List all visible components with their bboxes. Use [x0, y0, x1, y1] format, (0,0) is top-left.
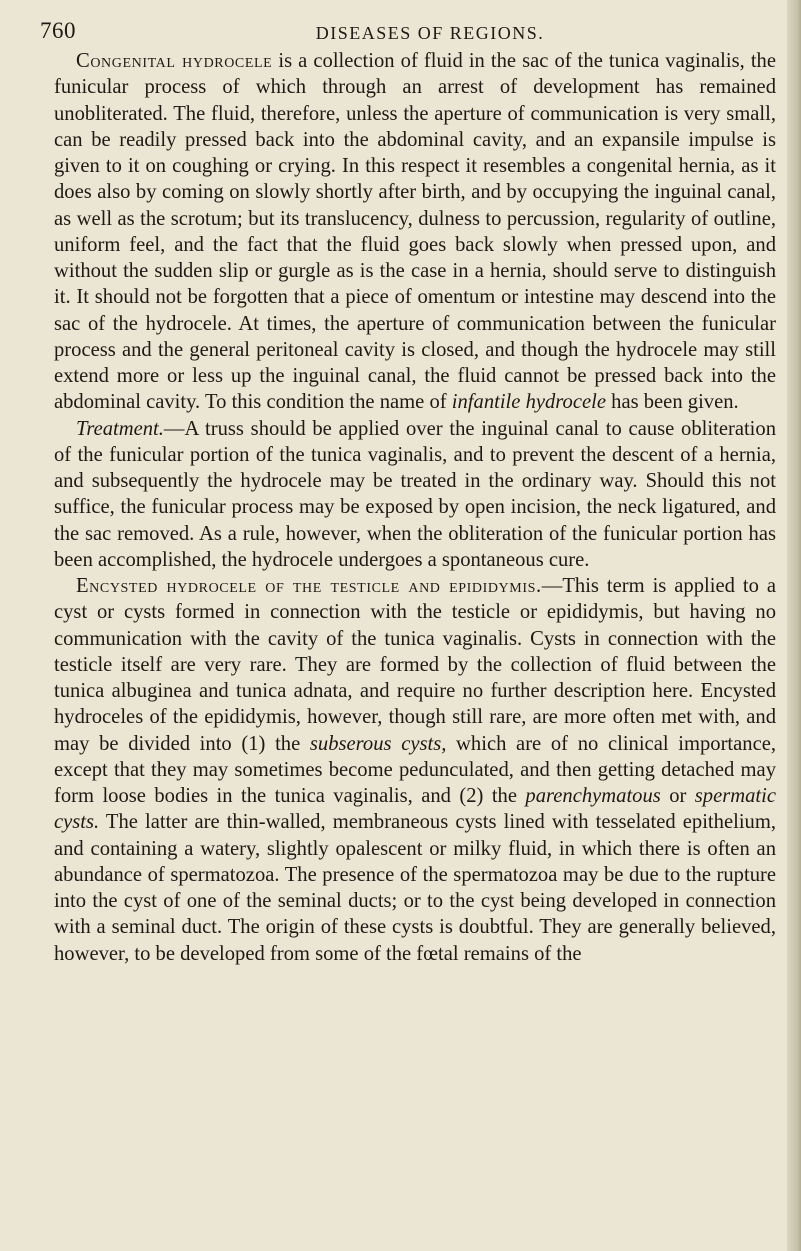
- section-heading-congenital-hydrocele: Congenital hydrocele: [76, 50, 273, 72]
- paragraph-text: —A truss should be applied over the inguinal canal to cause obliteration of the funicular portion of the tunica vaginalis, and to prevent the descent of a hernia, and subsequently the hydrocele may be treated in the ordinary way. Should this not suffice, the funicular process may be exposed by open incision, the neck ligatured, and the sac removed. As a rule, however, when the obliteration of the funicular portion has been accomplished, the hydrocele undergoes a spontaneous cure.: [54, 417, 776, 571]
- italic-term-subserous-cysts: subserous cysts,: [309, 732, 447, 755]
- paragraph-text: is a collection of fluid in the sac of the tunica vaginalis, the funicular process of which through an arrest of development has remained unobliterated. The fluid, therefore, unless the aperture of communication is very small, can be readily pressed back into the abdominal cavity, and an expansile impulse is given to it on coughing or crying. In this respect it resembles a congenital hernia, as it does also by coming on slowly shortly after birth, and by occupying the inguinal canal, as well as the scrotum; but its translucency, dulness to percussion, regularity of outline, uniform feel, and the fact that the fluid goes back slowly when pressed upon, and without the sudden slip or gurgle as is the case in a hernia, should serve to distinguish it. It should not be forgotten that a piece of omentum or intestine may descend into the sac of the hydrocele. At times, the aperture of communication between the funicular process and the general peritoneal cavity is closed, and though the hydrocele may still extend more or less up the inguinal canal, the fluid cannot be pressed back into the abdominal cavity. To this condition the name of: [54, 50, 776, 414]
- italic-term-spermatic-cysts: spermatic cysts.: [54, 785, 777, 834]
- italic-term-infantile-hydrocele: infantile hydrocele: [451, 391, 606, 414]
- section-heading-treatment: Treatment.: [76, 417, 164, 440]
- paragraph-congenital-hydrocele: [54, 48, 776, 416]
- page-edge-shadow: [787, 0, 801, 1251]
- text-body: [54, 48, 776, 967]
- paragraph-text: or: [660, 785, 695, 807]
- page-header: DISEASES OF REGIONS.: [315, 23, 545, 43]
- italic-term-parenchymatous: parenchymatous: [525, 785, 661, 807]
- section-heading-encysted-hydrocele: Encysted hydrocele of the testicle and epididymis.: [76, 575, 542, 597]
- page-number: 760: [40, 18, 76, 43]
- paragraph-treatment: [54, 416, 776, 574]
- paragraph-text: —This term is applied to a cyst or cysts formed in connection with the testicle or epididymis, but having no communication with the cavity of the tunica vaginalis. Cysts in connection with the testicle itself are very rare. They are formed by the collection of fluid between the tunica albuginea and tunica adnata, and require no further description here. Encysted hydroceles of the epididymis, however, though still rare, are more often met with, and may be divided into (1) the: [54, 575, 776, 755]
- paragraph-encysted-hydrocele: [54, 573, 776, 967]
- paragraph-text: has been given.: [606, 391, 739, 414]
- paragraph-text: which are of no clinical importance, except that they may sometimes become pedunculated, and then getting detached may form loose bodies in the tunica vaginalis, and (2) the: [54, 732, 777, 807]
- paragraph-text: The latter are thin-walled, membraneous cysts lined with tesselated epithelium, and containing a watery, slightly opalescent or milky fluid, in which there is often an abundance of spermatozoa. The presence of the spermatozoa may be due to the rupture into the cyst of one of the seminal ducts; or to the cyst being developed in connection with a seminal duct. The origin of these cysts is doubtful. They are generally believed, however, to be developed from some of the fœtal remains of the: [54, 811, 776, 965]
